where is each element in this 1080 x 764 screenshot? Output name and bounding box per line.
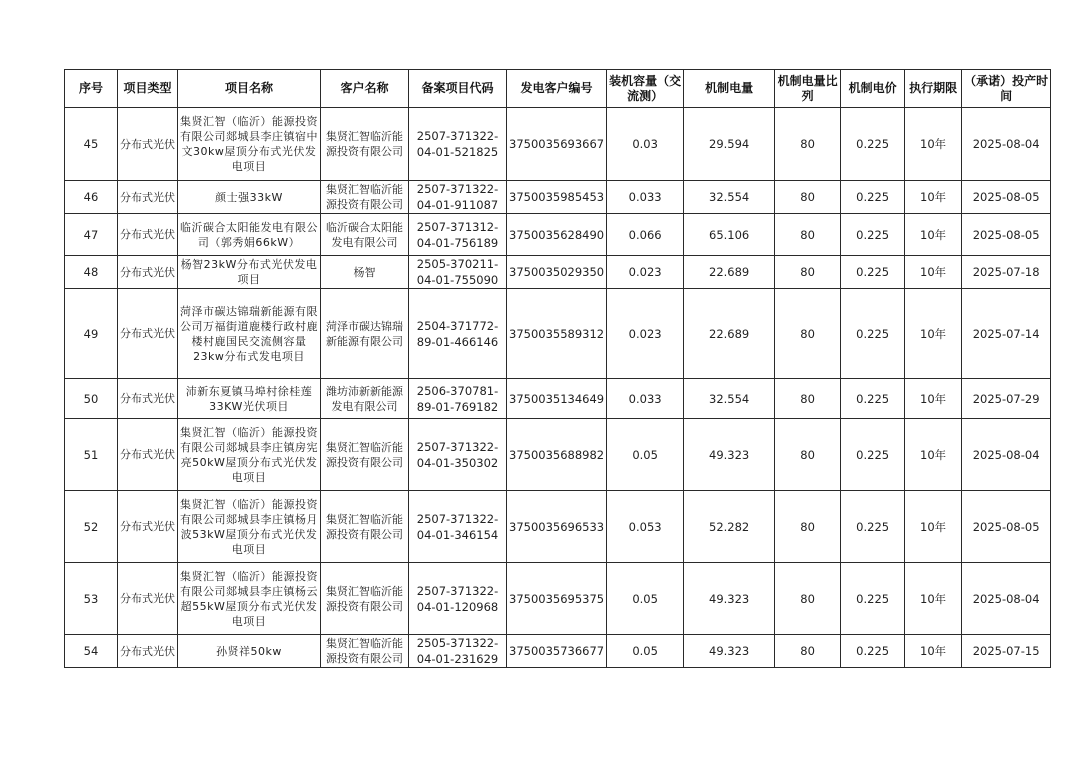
customer-number-cell: 3750035985453 [507, 181, 607, 214]
capacity-cell: 0.033 [607, 181, 684, 214]
customer-name-cell: 潍坊沛新新能源发电有限公司 [321, 379, 409, 419]
header-cell: 序号 [65, 70, 118, 108]
mechanism-energy-cell: 22.689 [684, 289, 775, 379]
term-cell: 10年 [905, 289, 962, 379]
mechanism-price-cell: 0.225 [841, 214, 905, 256]
record-code-cell: 2507-371322-04-01-911087 [409, 181, 507, 214]
term-cell: 10年 [905, 108, 962, 181]
project-type-cell: 分布式光伏 [118, 256, 178, 289]
row-number-cell: 48 [65, 256, 118, 289]
row-number-cell: 51 [65, 419, 118, 491]
customer-name-cell: 集贤汇智临沂能源投资有限公司 [321, 181, 409, 214]
commissioning-date-cell: 2025-07-18 [962, 256, 1051, 289]
mechanism-energy-cell: 49.323 [684, 419, 775, 491]
header-cell: 备案项目代码 [409, 70, 507, 108]
mechanism-energy-cell: 65.106 [684, 214, 775, 256]
record-code-cell: 2505-370211-04-01-755090 [409, 256, 507, 289]
table-row [65, 214, 1051, 256]
project-name-cell: 集贤汇智（临沂）能源投资有限公司郯城县李庄镇宿中文30kw屋顶分布式光伏发电项目 [178, 108, 321, 181]
project-table [64, 69, 1051, 668]
commissioning-date-cell: 2025-07-14 [962, 289, 1051, 379]
customer-name-cell: 集贤汇智临沂能源投资有限公司 [321, 563, 409, 635]
record-code-cell: 2507-371322-04-01-521825 [409, 108, 507, 181]
project-name-cell: 颜士强33kW [178, 181, 321, 214]
commissioning-date-cell: 2025-07-15 [962, 635, 1051, 668]
term-cell: 10年 [905, 256, 962, 289]
header-cell: 机制电量 [684, 70, 775, 108]
header-cell: 客户名称 [321, 70, 409, 108]
customer-name-cell: 集贤汇智临沂能源投资有限公司 [321, 635, 409, 668]
energy-ratio-cell: 80 [775, 491, 841, 563]
project-name-cell: 孙贤祥50kw [178, 635, 321, 668]
project-name-cell: 集贤汇智（临沂）能源投资有限公司郯城县李庄镇杨云超55kW屋顶分布式光伏发电项目 [178, 563, 321, 635]
record-code-cell: 2507-371322-04-01-120968 [409, 563, 507, 635]
mechanism-energy-cell: 49.323 [684, 635, 775, 668]
customer-name-cell: 集贤汇智临沂能源投资有限公司 [321, 108, 409, 181]
mechanism-price-cell: 0.225 [841, 635, 905, 668]
project-type-cell: 分布式光伏 [118, 563, 178, 635]
header-cell: 机制电价 [841, 70, 905, 108]
header-cell: 发电客户编号 [507, 70, 607, 108]
commissioning-date-cell: 2025-08-04 [962, 108, 1051, 181]
term-cell: 10年 [905, 379, 962, 419]
project-type-cell: 分布式光伏 [118, 379, 178, 419]
header-cell: 装机容量（交流测） [607, 70, 684, 108]
mechanism-price-cell: 0.225 [841, 563, 905, 635]
mechanism-price-cell: 0.225 [841, 108, 905, 181]
table-row [65, 419, 1051, 491]
project-type-cell: 分布式光伏 [118, 108, 178, 181]
row-number-cell: 46 [65, 181, 118, 214]
term-cell: 10年 [905, 214, 962, 256]
record-code-cell: 2506-370781-89-01-769182 [409, 379, 507, 419]
project-type-cell: 分布式光伏 [118, 419, 178, 491]
project-type-cell: 分布式光伏 [118, 289, 178, 379]
header-row [65, 70, 1051, 108]
customer-number-cell: 3750035688982 [507, 419, 607, 491]
term-cell: 10年 [905, 563, 962, 635]
project-type-cell: 分布式光伏 [118, 635, 178, 668]
capacity-cell: 0.05 [607, 635, 684, 668]
mechanism-energy-cell: 29.594 [684, 108, 775, 181]
project-name-cell: 集贤汇智（临沂）能源投资有限公司郯城县李庄镇房宪亮50kW屋顶分布式光伏发电项目 [178, 419, 321, 491]
document-sheet [64, 69, 1051, 668]
customer-number-cell: 3750035695375 [507, 563, 607, 635]
row-number-cell: 54 [65, 635, 118, 668]
energy-ratio-cell: 80 [775, 256, 841, 289]
capacity-cell: 0.05 [607, 419, 684, 491]
mechanism-price-cell: 0.225 [841, 419, 905, 491]
row-number-cell: 50 [65, 379, 118, 419]
table-row [65, 635, 1051, 668]
capacity-cell: 0.023 [607, 289, 684, 379]
mechanism-energy-cell: 49.323 [684, 563, 775, 635]
customer-number-cell: 3750035134649 [507, 379, 607, 419]
row-number-cell: 49 [65, 289, 118, 379]
capacity-cell: 0.053 [607, 491, 684, 563]
energy-ratio-cell: 80 [775, 108, 841, 181]
project-name-cell: 菏泽市碳达锦瑞新能源有限公司万福街道鹿楼行政村鹿楼村鹿国民交流侧容量23kw分布式发电项目 [178, 289, 321, 379]
table-row [65, 491, 1051, 563]
header-cell: 机制电量比列 [775, 70, 841, 108]
commissioning-date-cell: 2025-07-29 [962, 379, 1051, 419]
commissioning-date-cell: 2025-08-04 [962, 419, 1051, 491]
energy-ratio-cell: 80 [775, 379, 841, 419]
record-code-cell: 2505-371322-04-01-231629 [409, 635, 507, 668]
mechanism-price-cell: 0.225 [841, 181, 905, 214]
header-cell: 项目名称 [178, 70, 321, 108]
term-cell: 10年 [905, 491, 962, 563]
capacity-cell: 0.03 [607, 108, 684, 181]
header-cell: 执行期限 [905, 70, 962, 108]
term-cell: 10年 [905, 181, 962, 214]
mechanism-energy-cell: 32.554 [684, 181, 775, 214]
energy-ratio-cell: 80 [775, 289, 841, 379]
mechanism-energy-cell: 52.282 [684, 491, 775, 563]
customer-name-cell: 临沂碳合太阳能发电有限公司 [321, 214, 409, 256]
table-row [65, 289, 1051, 379]
record-code-cell: 2504-371772-89-01-466146 [409, 289, 507, 379]
customer-number-cell: 3750035589312 [507, 289, 607, 379]
project-type-cell: 分布式光伏 [118, 214, 178, 256]
commissioning-date-cell: 2025-08-05 [962, 181, 1051, 214]
table-row [65, 379, 1051, 419]
term-cell: 10年 [905, 419, 962, 491]
header-cell: （承诺）投产时间 [962, 70, 1051, 108]
capacity-cell: 0.05 [607, 563, 684, 635]
capacity-cell: 0.033 [607, 379, 684, 419]
project-type-cell: 分布式光伏 [118, 491, 178, 563]
record-code-cell: 2507-371312-04-01-756189 [409, 214, 507, 256]
row-number-cell: 53 [65, 563, 118, 635]
table-row [65, 256, 1051, 289]
project-name-cell: 临沂碳合太阳能发电有限公司（郭秀娟66kW） [178, 214, 321, 256]
energy-ratio-cell: 80 [775, 181, 841, 214]
table-row [65, 181, 1051, 214]
record-code-cell: 2507-371322-04-01-346154 [409, 491, 507, 563]
customer-name-cell: 菏泽市碳达锦瑞新能源有限公司 [321, 289, 409, 379]
energy-ratio-cell: 80 [775, 214, 841, 256]
commissioning-date-cell: 2025-08-04 [962, 563, 1051, 635]
row-number-cell: 47 [65, 214, 118, 256]
table-row [65, 563, 1051, 635]
customer-number-cell: 3750035736677 [507, 635, 607, 668]
mechanism-price-cell: 0.225 [841, 379, 905, 419]
customer-number-cell: 3750035696533 [507, 491, 607, 563]
row-number-cell: 52 [65, 491, 118, 563]
energy-ratio-cell: 80 [775, 635, 841, 668]
row-number-cell: 45 [65, 108, 118, 181]
header-cell: 项目类型 [118, 70, 178, 108]
table-row [65, 108, 1051, 181]
mechanism-energy-cell: 32.554 [684, 379, 775, 419]
energy-ratio-cell: 80 [775, 419, 841, 491]
energy-ratio-cell: 80 [775, 563, 841, 635]
commissioning-date-cell: 2025-08-05 [962, 491, 1051, 563]
customer-name-cell: 集贤汇智临沂能源投资有限公司 [321, 419, 409, 491]
customer-number-cell: 3750035693667 [507, 108, 607, 181]
mechanism-price-cell: 0.225 [841, 491, 905, 563]
project-type-cell: 分布式光伏 [118, 181, 178, 214]
mechanism-price-cell: 0.225 [841, 256, 905, 289]
mechanism-energy-cell: 22.689 [684, 256, 775, 289]
commissioning-date-cell: 2025-08-05 [962, 214, 1051, 256]
project-name-cell: 沛新东夏镇马埠村徐桂莲33KW光伏项目 [178, 379, 321, 419]
customer-name-cell: 杨智 [321, 256, 409, 289]
record-code-cell: 2507-371322-04-01-350302 [409, 419, 507, 491]
capacity-cell: 0.023 [607, 256, 684, 289]
project-name-cell: 杨智23kW分布式光伏发电项目 [178, 256, 321, 289]
mechanism-price-cell: 0.225 [841, 289, 905, 379]
customer-name-cell: 集贤汇智临沂能源投资有限公司 [321, 491, 409, 563]
term-cell: 10年 [905, 635, 962, 668]
customer-number-cell: 3750035029350 [507, 256, 607, 289]
project-name-cell: 集贤汇智（临沂）能源投资有限公司郯城县李庄镇杨月波53kW屋顶分布式光伏发电项目 [178, 491, 321, 563]
customer-number-cell: 3750035628490 [507, 214, 607, 256]
capacity-cell: 0.066 [607, 214, 684, 256]
